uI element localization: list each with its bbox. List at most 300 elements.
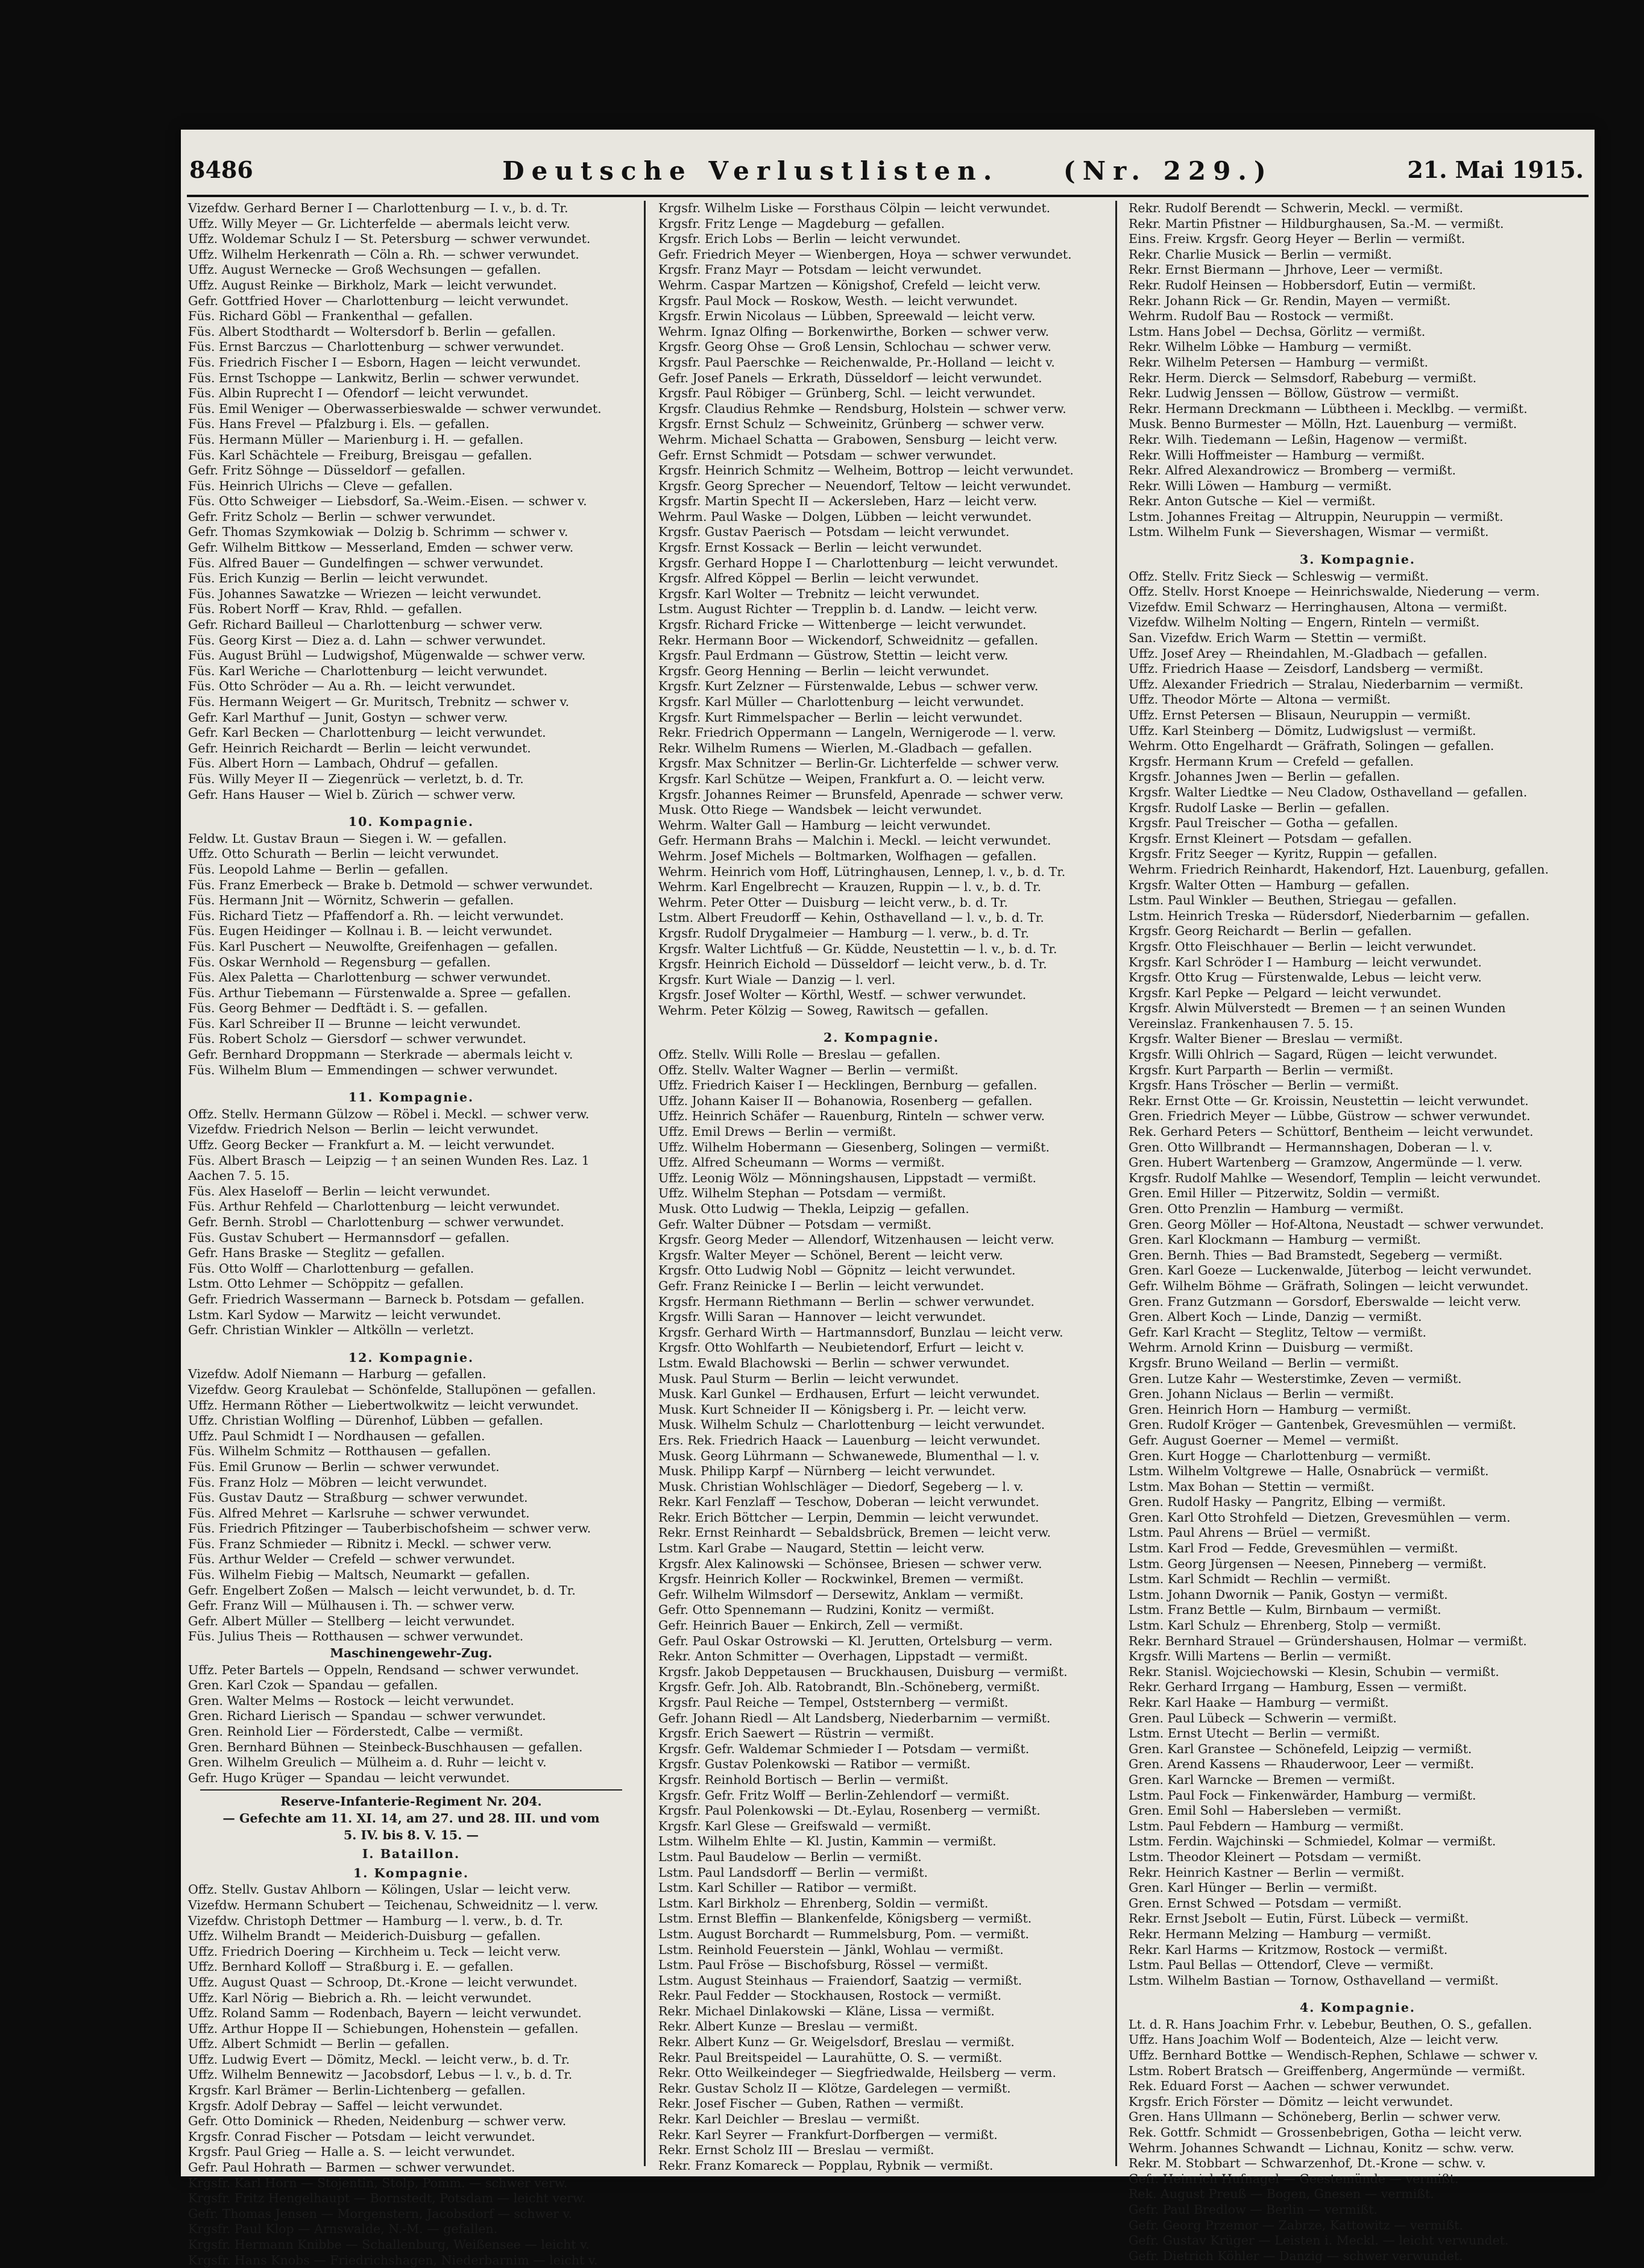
casualty-entry: Rekr. Bernhard Strauel — Gründershausen, Holmar — vermißt. bbox=[1129, 1633, 1527, 1648]
casualty-entry: Füs. Friedrich Fischer I — Esborn, Hagen — leicht verwundet. bbox=[188, 354, 581, 370]
casualty-entry: Krgsfr. Richard Fricke — Wittenberge — leicht verwundet. bbox=[658, 617, 1027, 632]
casualty-entry: Krgsfr. Karl Müller — Charlottenburg — leicht verwundet. bbox=[658, 695, 1024, 709]
casualty-entry: Rekr. Alfred Alexandrowicz — Bromberg — vermißt. bbox=[1129, 463, 1457, 478]
casualty-entry: Lstm. Paul Ahrens — Brüel — vermißt. bbox=[1129, 1525, 1371, 1540]
issue-date: 21. Mai 1915. bbox=[1407, 156, 1584, 183]
casualty-entry: Gren. Otto Prenzlin — Hamburg — vermißt. bbox=[1129, 1202, 1404, 1216]
casualty-entry: Lstm. Paul Baudelow — Berlin — vermißt. bbox=[658, 1849, 922, 1864]
casualty-entry: Krgsfr. Josef Wolter — Körthl, Westf. — schwer verwundet. bbox=[658, 988, 1027, 1003]
casualty-entry: Lstm. Karl Schiller — Ratibor — vermißt. bbox=[658, 1880, 917, 1895]
casualty-entry: Wehrm. Otto Engelhardt — Gräfrath, Solingen — gefallen. bbox=[1129, 739, 1494, 754]
casualty-entry: Füs. Gustav Schubert — Hermannsdorf — gefallen. bbox=[188, 1230, 510, 1245]
spacer bbox=[1129, 1988, 1587, 1997]
casualty-entry: Vizefdw. Wilhelm Nolting — Engern, Rinteln — vermißt. bbox=[1129, 615, 1480, 630]
casualty-entry: Rekr. Franz Komareck — Popplau, Rybnik — vermißt. bbox=[658, 2158, 994, 2173]
casualty-entry: Uffz. Hans Joachim Wolf — Bodenteich, Alze — leicht verw. bbox=[1129, 2032, 1499, 2047]
casualty-entry: Uffz. Wilhelm Hobermann — Giesenberg, Solingen — vermißt. bbox=[658, 1139, 1050, 1154]
casualty-entry: Füs. Karl Puschert — Neuwolfte, Greifenhagen — gefallen. bbox=[188, 939, 558, 954]
casualty-entry: Rekr. Hermann Dreckmann — Lübtheen i. Mecklbg. — vermißt. bbox=[1129, 401, 1528, 416]
casualty-entry: Rekr. Josef Fischer — Guben, Rathen — vermißt. bbox=[658, 2096, 964, 2111]
casualty-entry: Gefr. Walter Dübner — Potsdam — vermißt. bbox=[658, 1217, 932, 1232]
casualty-entry: Uffz. August Quast — Schroop, Dt.-Krone — leicht verwundet. bbox=[188, 1974, 578, 1989]
casualty-entry: Rekr. Ernst Otte — Gr. Kroissin, Neustettin — leicht verwundet. bbox=[1129, 1093, 1529, 1108]
casualty-entry: Rekr. Karl Seyrer — Frankfurt-Dorfbergen — vermißt. bbox=[658, 2127, 998, 2142]
casualty-entry: Krgsfr. Karl Schröder I — Hamburg — leicht verwundet. bbox=[1129, 954, 1482, 969]
casualty-entry: Lstm. Paul Landsdorff — Berlin — vermißt. bbox=[658, 1865, 928, 1880]
casualty-entry: Gefr. Paul Oskar Ostrowski — Kl. Jerutten, Ortelsburg — verm. bbox=[658, 1633, 1053, 1648]
casualty-entry: Krgsfr. Erich Saewert — Rüstrin — vermißt. bbox=[658, 1726, 934, 1741]
spacer bbox=[1129, 540, 1587, 549]
casualty-entry: Krgsfr. Georg Reichardt — Berlin — gefallen. bbox=[1129, 924, 1412, 939]
casualty-entry: Krgsfr. Rudolf Mahlke — Wesendorf, Templin — leicht verwundet. bbox=[1129, 1170, 1542, 1185]
casualty-entry: Rekr. Anton Schmitter — Overhagen, Lippstadt — vermißt. bbox=[658, 1649, 1028, 1664]
casualty-entry: Krgsfr. Gustav Paerisch — Potsdam — leicht verwundet. bbox=[658, 524, 1010, 540]
casualty-entry: Füs. Oskar Wernhold — Regensburg — gefallen. bbox=[188, 954, 491, 969]
casualty-entry: Vizefdw. Christoph Dettmer — Hamburg — l. verw., b. d. Tr. bbox=[188, 1913, 564, 1928]
casualty-entry: Lstm. Paul Fock — Finkenwärder, Hamburg — vermißt. bbox=[1129, 1788, 1476, 1803]
casualty-entry: Rekr. M. Stobbart — Schwarzenhof, Dt.-Krone — schw. v. bbox=[1129, 2156, 1486, 2171]
casualty-entry: Füs. Emil Weniger — Oberwasserbieswalde — schwer verwundet. bbox=[188, 401, 602, 416]
casualty-entry: Offz. Stellv. Hermann Gülzow — Röbel i. Meckl. — schwer verw. bbox=[188, 1106, 590, 1121]
casualty-entry: Gefr. Karl Marthuf — Junit, Gostyn — schwer verw. bbox=[188, 710, 508, 725]
spacer bbox=[188, 1078, 634, 1086]
casualty-entry: Gefr. Hugo Krüger — Spandau — leicht verwundet. bbox=[188, 1770, 510, 1785]
casualty-entry: Lstm. Paul Fröse — Bischofsburg, Rössel — vermißt. bbox=[658, 1958, 989, 1973]
casualty-entry: Gren. Arend Kassens — Rhauderwoor, Leer — vermißt. bbox=[1129, 1757, 1475, 1772]
casualty-entry: Rek. Gerhard Peters — Schüttorf, Bentheim — leicht verwundet. bbox=[1129, 1124, 1534, 1139]
casualty-entry: Krgsfr. Walter Lichtfuß — Gr. Küdde, Neustettin — l. v., b. d. Tr. bbox=[658, 941, 1057, 956]
casualty-entry: Krgsfr. Gefr. Joh. Alb. Ratobrandt, Bln.-Schöneberg, vermißt. bbox=[658, 1680, 1041, 1695]
casualty-entry: Rekr. Martin Pfistner — Hildburghausen, Sa.-M. — vermißt. bbox=[1129, 216, 1504, 231]
sub-heading: 5. IV. bis 8. V. 15. — bbox=[344, 1827, 479, 1842]
casualty-entry: Rekr. Rudolf Berendt — Schwerin, Meckl. — vermißt. bbox=[1129, 201, 1464, 215]
casualty-entry: Gren. Reinhold Lier — Förderstedt, Calbe — vermißt. bbox=[188, 1724, 524, 1739]
column-divider bbox=[1115, 201, 1117, 2166]
casualty-entry: Füs. Franz Schmieder — Ribnitz i. Meckl. — schwer verw. bbox=[188, 1536, 552, 1551]
casualty-entry: Füs. Arthur Welder — Crefeld — schwer verwundet. bbox=[188, 1552, 515, 1567]
casualty-entry: Uffz. Alexander Friedrich — Stralau, Niederbarnim — vermißt. bbox=[1129, 676, 1523, 691]
casualty-entry: Füs. August Brühl — Ludwigshof, Mügenwalde — schwer verw. bbox=[188, 648, 586, 663]
casualty-entry: Gefr. Georg Przemor — Zabrze, Kattowitz — vermißt. bbox=[1129, 2217, 1463, 2232]
casualty-entry: Uffz. Theodor Mörte — Altona — vermißt. bbox=[1129, 692, 1391, 707]
casualty-entry: Füs. Albin Ruprecht I — Ofendorf — leicht verwundet. bbox=[188, 386, 529, 401]
casualty-entry: Lstm. Theodor Kleinert — Potsdam — vermißt. bbox=[1129, 1849, 1422, 1864]
casualty-entry: Krgsfr. Paul Reiche — Tempel, Oststernberg — vermißt. bbox=[658, 1695, 1009, 1710]
casualty-entry: Gren. Richard Lierisch — Spandau — schwer verwundet. bbox=[188, 1709, 546, 1724]
casualty-entry: Füs. Alex Paletta — Charlottenburg — schwer verwundet. bbox=[188, 970, 551, 985]
casualty-entry: Rekr. Karl Deichler — Breslau — vermißt. bbox=[658, 2112, 920, 2127]
casualty-entry: Rekr. Ernst Reinhardt — Sebaldsbrück, Bremen — leicht verw. bbox=[658, 1525, 1051, 1540]
casualty-entry: Füs. Heinrich Ulrichs — Cleve — gefallen. bbox=[188, 478, 453, 493]
casualty-entry: Lstm. Karl Schulz — Ehrenberg, Stolp — vermißt. bbox=[1129, 1618, 1441, 1633]
casualty-entry: Krgsfr. Fritz Lenge — Magdeburg — gefallen. bbox=[658, 216, 945, 231]
casualty-entry: Füs. Georg Kirst — Diez a. d. Lahn — schwer verwundet. bbox=[188, 632, 546, 647]
casualty-entry: Krgsfr. Heinrich Koller — Rockwinkel, Bremen — vermißt. bbox=[658, 1572, 1024, 1587]
casualty-entry: Uffz. Karl Nörig — Biebrich a. Rh. — leicht verwundet. bbox=[188, 1990, 532, 2005]
casualty-entry: Lstm. Ferdin. Wajchinski — Schmiedel, Kolmar — vermißt. bbox=[1129, 1834, 1496, 1849]
casualty-entry: Wehrm. Paul Waske — Dolgen, Lübben — leicht verwundet. bbox=[658, 509, 1032, 524]
casualty-entry: Füs. Karl Schreiber II — Brunne — leicht verwundet. bbox=[188, 1016, 521, 1031]
casualty-entry: Gren. Karl Warncke — Bremen — vermißt. bbox=[1129, 1772, 1396, 1787]
casualty-entry: Füs. Willy Meyer II — Ziegenrück — verletzt, b. d. Tr. bbox=[188, 771, 524, 786]
casualty-entry: Krgsfr. Hermann Krum — Crefeld — gefallen. bbox=[1129, 754, 1414, 769]
casualty-entry: Offz. Stellv. Willi Rolle — Breslau — gefallen. bbox=[658, 1047, 940, 1062]
casualty-entry: Krgsfr. Kurt Rimmelspacher — Berlin — leicht verwundet. bbox=[658, 710, 1023, 725]
casualty-entry: Füs. Hermann Müller — Marienburg i. H. — gefallen. bbox=[188, 432, 524, 447]
casualty-entry: Krgsfr. Rudolf Laske — Berlin — gefallen. bbox=[1129, 800, 1390, 815]
casualty-entry: Rekr. Albert Kunz — Gr. Weigelsdorf, Breslau — vermißt. bbox=[658, 2035, 1015, 2050]
casualty-entry: Vizefdw. Emil Schwarz — Herringhausen, Altona — vermißt. bbox=[1129, 599, 1508, 614]
title-text: Deutsche Verlustlisten. bbox=[502, 156, 1000, 186]
casualty-entry: Musk. Wilhelm Schulz — Charlottenburg — leicht verwundet. bbox=[658, 1417, 1045, 1432]
casualty-entry: Lstm. Karl Grabe — Naugard, Stettin — leicht verw. bbox=[658, 1541, 985, 1556]
casualty-entry: Uffz. Josef Arey — Rheindahlen, M.-Gladbach — gefallen. bbox=[1129, 646, 1488, 661]
casualty-entry: Gefr. Richard Bailleul — Charlottenburg — schwer verw. bbox=[188, 617, 543, 632]
casualty-entry: Vizefdw. Gerhard Berner I — Charlottenburg — I. v., b. d. Tr. bbox=[188, 201, 568, 215]
casualty-entry: Gefr. Hermann Brahs — Malchin i. Meckl. — leicht verwundet. bbox=[658, 833, 1051, 848]
casualty-entry: Lstm. Karl Birkholz — Ehrenberg, Soldin — vermißt. bbox=[658, 1895, 989, 1910]
casualty-entry: Uffz. Georg Becker — Frankfurt a. M. — leicht verwundet. bbox=[188, 1138, 555, 1153]
header-rule bbox=[187, 195, 1589, 197]
casualty-entry: Füs. Otto Schröder — Au a. Rh. — leicht verwundet. bbox=[188, 679, 516, 694]
casualty-entry: Gren. Walter Melms — Rostock — leicht verwundet. bbox=[188, 1693, 514, 1708]
casualty-entry: Rek. Eduard Forst — Aachen — schwer verwundet. bbox=[1129, 2079, 1450, 2094]
casualty-entry: Uffz. Friedrich Kaiser I — Hecklingen, Bernburg — gefallen. bbox=[658, 1078, 1038, 1093]
casualty-entry: Gefr. Otto Spennemann — Rudzini, Konitz — vermißt. bbox=[658, 1602, 995, 1618]
casualty-entry: Rekr. Karl Harms — Kritzmow, Rostock — vermißt. bbox=[1129, 1942, 1448, 1957]
casualty-entry: Uffz. Heinrich Schäfer — Rauenburg, Rinteln — schwer verw. bbox=[658, 1109, 1045, 1124]
casualty-entry: Feldw. Lt. Gustav Braun — Siegen i. W. — gefallen. bbox=[188, 831, 507, 846]
casualty-entry: Krgsfr. Fritz Seeger — Kyritz, Ruppin — gefallen. bbox=[1129, 846, 1438, 862]
casualty-entry: Uffz. Bernhard Kolloff — Straßburg i. E. — gefallen. bbox=[188, 1959, 514, 1974]
casualty-entry: Krgsfr. Erich Lobs — Berlin — leicht verwundet. bbox=[658, 232, 961, 247]
casualty-entry: Lstm. Wilhelm Voltgrewe — Halle, Osnabrück — vermißt. bbox=[1129, 1464, 1489, 1479]
casualty-entry: Krgsfr. Ernst Kleinert — Potsdam — gefallen. bbox=[1129, 831, 1413, 846]
casualty-entry: Musk. Kurt Schneider II — Königsberg i. Pr. — leicht verw. bbox=[658, 1402, 1027, 1417]
casualty-entry: Gefr. Ernst Schmidt — Potsdam — schwer verwundet. bbox=[658, 447, 997, 462]
casualty-entry: Ers. Rek. Friedrich Haack — Lauenburg — leicht verwundet. bbox=[658, 1432, 1041, 1447]
casualty-entry: Füs. Hans Frevel — Pfalzburg i. Els. — gefallen. bbox=[188, 417, 490, 432]
casualty-entry: Krgsfr. Kurt Parparth — Berlin — vermißt. bbox=[1129, 1062, 1394, 1077]
casualty-entry: Gefr. Paul Hohrath — Barmen — schwer verwundet. bbox=[188, 2160, 515, 2175]
casualty-entry: Rekr. Johann Rick — Gr. Rendin, Mayen — vermißt. bbox=[1129, 293, 1451, 308]
casualty-entry: Rekr. Karl Fenzlaff — Teschow, Doberan — leicht verwundet. bbox=[658, 1495, 1039, 1510]
casualty-entry: Rekr. Albert Kunze — Breslau — vermißt. bbox=[658, 2019, 918, 2034]
casualty-entry: Krgsfr. Karl Horn — Stojentin, Stolp, Pomm. — schwer verw. bbox=[188, 2175, 568, 2190]
casualty-entry: Gefr. Fritz Söhnge — Düsseldorf — gefallen. bbox=[188, 463, 466, 478]
casualty-entry: Krgsfr. Walter Otten — Hamburg — gefallen. bbox=[1129, 877, 1410, 892]
casualty-entry: Lstm. Ewald Blachowski — Berlin — schwer verwundet. bbox=[658, 1355, 1010, 1370]
casualty-entry: Lstm. August Steinhaus — Fraiendorf, Saatzig — vermißt. bbox=[658, 1973, 1022, 1988]
casualty-entry: Rekr. Wilhelm Löbke — Hamburg — vermißt. bbox=[1129, 339, 1412, 354]
casualty-entry: Offz. Stellv. Walter Wagner — Berlin — vermißt. bbox=[658, 1062, 959, 1077]
casualty-entry: Krgsfr. Conrad Fischer — Potsdam — leicht verwundet. bbox=[188, 2129, 535, 2144]
spacer bbox=[188, 802, 634, 811]
casualty-entry: Lstm. Georg Jürgensen — Neesen, Pinneberg — vermißt. bbox=[1129, 1556, 1487, 1571]
casualty-entry: Lstm. August Richter — Trepplin b. d. Landw. — leicht verw. bbox=[658, 602, 1038, 617]
casualty-entry: Rekr. Rudolf Heinsen — Hobbersdorf, Eutin — vermißt. bbox=[1129, 277, 1476, 292]
casualty-entry: Rekr. Wilhelm Petersen — Hamburg — vermißt. bbox=[1129, 354, 1429, 370]
casualty-entry: Uffz. Peter Bartels — Oppeln, Rendsand — schwer verwundet. bbox=[188, 1662, 579, 1677]
casualty-entry: Uffz. Woldemar Schulz I — St. Petersburg — schwer verwundet. bbox=[188, 232, 591, 247]
section-heading: 2. Kompagnie. bbox=[823, 1030, 940, 1045]
casualty-entry: Rekr. Erich Böttcher — Lerpin, Demmin — leicht verwundet. bbox=[658, 1510, 1039, 1525]
casualty-entry: Uffz. Friedrich Doering — Kirchheim u. Teck — leicht verw. bbox=[188, 1944, 561, 1959]
casualty-entry: Krgsfr. Rudolf Drygalmeier — Hamburg — l. verw., b. d. Tr. bbox=[658, 925, 1030, 940]
casualty-entry: Krgsfr. Otto Wohlfarth — Neubietendorf, Erfurt — leicht v. bbox=[658, 1340, 1024, 1355]
casualty-entry: Gefr. Dietrich Köhler — Danzig — schwer verwundet. bbox=[1129, 2248, 1463, 2263]
spacer bbox=[658, 1018, 1104, 1027]
casualty-entry: Uffz. Alfred Scheumann — Worms — vermißt. bbox=[658, 1155, 945, 1170]
casualty-entry: Gefr. Josef Panels — Erkrath, Düsseldorf — leicht verwundet. bbox=[658, 370, 1042, 385]
casualty-entry: Füs. Ernst Tschoppe — Lankwitz, Berlin — schwer verwundet. bbox=[188, 370, 580, 385]
casualty-entry: Gefr. Karl Kracht — Steglitz, Teltow — vermißt. bbox=[1129, 1325, 1426, 1340]
casualty-entry: Gefr. Otto Dominick — Rheden, Neidenburg — schwer verw. bbox=[188, 2114, 567, 2129]
casualty-entry: Füs. Wilhelm Schmitz — Rotthausen — gefallen. bbox=[188, 1444, 491, 1459]
casualty-entry: Krgsfr. Erich Förster — Dömitz — leicht verwundet. bbox=[1129, 2094, 1453, 2109]
casualty-entry: Gefr. Hans Hauser — Wiel b. Zürich — schwer verw. bbox=[188, 787, 516, 802]
casualty-entry: Gren. Karl Otto Strohfeld — Dietzen, Grevesmühlen — verm. bbox=[1129, 1510, 1511, 1525]
casualty-entry: Gefr. Friedrich Wassermann — Barneck b. Potsdam — gefallen. bbox=[188, 1291, 585, 1306]
casualty-entry: Gefr. Engelbert Zoßen — Malsch — leicht verwundet, b. d. Tr. bbox=[188, 1583, 576, 1598]
casualty-entry: Rekr. Anton Gutsche — Kiel — vermißt. bbox=[1129, 494, 1376, 509]
casualty-entry: Lstm. Wilhelm Ehlte — Kl. Justin, Kammin — vermißt. bbox=[658, 1834, 997, 1849]
casualty-entry: Rekr. Hermann Boor — Wickendorf, Schweidnitz — gefallen. bbox=[658, 632, 1039, 647]
casualty-entry: Krgsfr. Willi Ohlrich — Sagard, Rügen — leicht verwundet. bbox=[1129, 1047, 1498, 1062]
section-heading: I. Bataillon. bbox=[362, 1847, 461, 1862]
casualty-entry: Rekr. Wilhelm Rumens — Wierlen, M.-Gladbach — gefallen. bbox=[658, 740, 1033, 755]
sub-heading: — Gefechte am 11. XI. 14, am 27. und 28. III. und vom bbox=[222, 1810, 600, 1825]
casualty-entry: Krgsfr. Heinrich Schmitz — Welheim, Bottrop — leicht verwundet. bbox=[658, 463, 1074, 478]
casualty-entry: Krgsfr. Georg Sprecher — Neuendorf, Teltow — leicht verwundet. bbox=[658, 478, 1071, 493]
casualty-entry: Krgsfr. Willi Saran — Hannover — leicht verwundet. bbox=[658, 1309, 986, 1325]
casualty-entry: Gefr. Johann Riedl — Alt Landsberg, Niederbarnim — vermißt. bbox=[658, 1710, 1051, 1725]
casualty-entry: Uffz. Karl Steinberg — Dömitz, Ludwigslust — vermißt. bbox=[1129, 723, 1476, 738]
casualty-entry: Gren. Karl Czok — Spandau — gefallen. bbox=[188, 1678, 438, 1693]
casualty-entry: Füs. Alfred Bauer — Gundelfingen — schwer verwundet. bbox=[188, 555, 544, 570]
casualty-entry: Lstm. Ernst Bleffin — Blankenfelde, Königsberg — vermißt. bbox=[658, 1911, 1032, 1926]
casualty-entry: Krgsfr. Wilhelm Liske — Forsthaus Cölpin — leicht verwundet. bbox=[658, 201, 1051, 215]
section-rule bbox=[200, 1789, 622, 1791]
casualty-entry: Gefr. Heinrich Bauer — Enkirch, Zell — vermißt. bbox=[658, 1618, 963, 1633]
casualty-entry: Füs. Hermann Jnit — Wörnitz, Schwerin — gefallen. bbox=[188, 893, 514, 908]
newspaper-page bbox=[181, 130, 1595, 2267]
casualty-entry: Gren. Hubert Wartenberg — Gramzow, Angermünde — l. verw. bbox=[1129, 1155, 1523, 1170]
section-heading: 4. Kompagnie. bbox=[1299, 2000, 1416, 2015]
casualty-entry: Vizefdw. Georg Kraulebat — Schönfelde, Stallupönen — gefallen. bbox=[188, 1382, 596, 1397]
casualty-entry: Musk. Christian Wohlschläger — Diedorf, Segeberg — l. v. bbox=[658, 1479, 1024, 1494]
casualty-entry: Krgsfr. Bruno Weiland — Berlin — vermißt. bbox=[1129, 1355, 1399, 1370]
casualty-entry: Krgsfr. Paul Mock — Roskow, Westh. — leicht verwundet. bbox=[658, 293, 1018, 308]
casualty-entry: Gren. Otto Willbrandt — Hermannshagen, Doberan — l. v. bbox=[1129, 1139, 1493, 1154]
casualty-entry: Krgsfr. Paul Treischer — Gotha — gefallen. bbox=[1129, 816, 1399, 831]
casualty-entry: Uffz. Wilhelm Herkenrath — Cöln a. Rh. — schwer verwundet. bbox=[188, 247, 579, 262]
casualty-entry: Uffz. Ludwig Evert — Dömitz, Meckl. — leicht verw., b. d. Tr. bbox=[188, 2052, 570, 2067]
casualty-entry: Krgsfr. Willi Martens — Berlin — vermißt. bbox=[1129, 1649, 1391, 1664]
issue-number: (Nr. 229.) bbox=[1063, 156, 1273, 186]
sub-heading: Maschinengewehr-Zug. bbox=[330, 1646, 493, 1661]
casualty-entry: Füs. Wilhelm Fiebig — Maltsch, Neumarkt — gefallen. bbox=[188, 1567, 531, 1583]
casualty-entry: Gren. Emil Sohl — Habersleben — vermißt. bbox=[1129, 1803, 1402, 1818]
casualty-entry: Lstm. Paul Winkler — Beuthen, Striegau — gefallen. bbox=[1129, 893, 1457, 908]
casualty-entry: Rek. August Preuß — Bogen, Gnesen — vermißt. bbox=[1129, 2187, 1434, 2202]
casualty-entry: Rekr. Stanisl. Wojciechowski — Klesin, Schubin — vermißt. bbox=[1129, 1664, 1499, 1679]
casualty-entry: Wehrm. Johannes Schwandt — Lichnau, Konitz — schw. verw. bbox=[1129, 2140, 1514, 2155]
casualty-entry: Offz. Stellv. Fritz Sieck — Schleswig — vermißt. bbox=[1129, 569, 1429, 584]
casualty-entry: Gren. Bernh. Thies — Bad Bramstedt, Segeberg — vermißt. bbox=[1129, 1247, 1503, 1262]
casualty-entry: Rekr. Otto Weilkeindeger — Siegfriedwalde, Heilsberg — verm. bbox=[658, 2065, 1056, 2081]
casualty-entry: Rekr. Ernst Scholz III — Breslau — vermißt. bbox=[658, 2143, 934, 2158]
casualty-entry: Uffz. Wilhelm Brandt — Meiderich-Duisburg — gefallen. bbox=[188, 1929, 541, 1944]
casualty-entry: Füs. Richard Göbl — Frankenthal — gefallen. bbox=[188, 309, 473, 324]
casualty-entry: Musk. Georg Lührmann — Schwanewede, Blumenthal — l. v. bbox=[658, 1448, 1040, 1463]
casualty-entry: Gren. Kurt Hogge — Charlottenburg — vermißt. bbox=[1129, 1448, 1431, 1463]
casualty-entry: Rekr. Ernst Biermann — Jhrhove, Leer — vermißt. bbox=[1129, 262, 1443, 277]
casualty-entry: Füs. Richard Tietz — Pfaffendorf a. Rh. — leicht verwundet. bbox=[188, 908, 564, 923]
casualty-entry: Rekr. Gerhard Irrgang — Hamburg, Essen — vermißt. bbox=[1129, 1680, 1467, 1695]
casualty-entry: Krgsfr. Franz Mayr — Potsdam — leicht verwundet. bbox=[658, 262, 982, 277]
casualty-entry: Gren. Franz Gutzmann — Gorsdorf, Eberswalde — leicht verw. bbox=[1129, 1294, 1522, 1309]
casualty-entry: Uffz. Johann Kaiser II — Bohanowia, Rosenberg — gefallen. bbox=[658, 1093, 1033, 1108]
casualty-entry: Füs. Albert Stodthardt — Woltersdorf b. Berlin — gefallen. bbox=[188, 324, 556, 339]
casualty-entry: Rekr. Paul Breitspeidel — Laurahütte, O. S. — vermißt. bbox=[658, 2050, 1003, 2065]
casualty-entry: Gren. Friedrich Meyer — Lübbe, Güstrow — schwer verwundet. bbox=[1129, 1109, 1531, 1124]
casualty-entry: Uffz. Ernst Petersen — Blisaun, Neuruppin — vermißt. bbox=[1129, 708, 1471, 722]
casualty-entry: Füs. Friedrich Pfitzinger — Tauberbischofsheim — schwer verw. bbox=[188, 1521, 591, 1536]
casualty-entry: Uffz. Arthur Hoppe II — Schiebungen, Hohenstein — gefallen. bbox=[188, 2021, 579, 2036]
casualty-entry: Gren. Lutze Kahr — Westerstimke, Zeven — vermißt. bbox=[1129, 1371, 1462, 1386]
casualty-entry: Rekr. Gustav Scholz II — Klötze, Gardelegen — vermißt. bbox=[658, 2081, 1011, 2096]
casualty-entry: Musk. Paul Sturm — Berlin — leicht verwundet. bbox=[658, 1371, 959, 1386]
casualty-entry: Lstm. Karl Sydow — Marwitz — leicht verwundet. bbox=[188, 1307, 502, 1322]
casualty-entry: Vereinslaz. Frankenhausen 7. 5. 15. bbox=[1129, 1016, 1353, 1031]
casualty-entry: Rekr. Heinrich Kastner — Berlin — vermißt. bbox=[1129, 1865, 1405, 1880]
casualty-entry: Gefr. Gustav Krüger — Leisten i. Meckl. — leicht verwundet. bbox=[1129, 2233, 1509, 2248]
casualty-entry: Wehrm. Ignaz Olfing — Borkenwirthe, Borken — schwer verw. bbox=[658, 324, 1050, 339]
casualty-entry: Gren. Emil Hiller — Pitzerwitz, Soldin — vermißt. bbox=[1129, 1186, 1440, 1201]
casualty-entry: Krgsfr. Georg Ohse — Groß Lensin, Schlochau — schwer verw. bbox=[658, 339, 1052, 354]
casualty-entry: Krgsfr. Kurt Zelzner — Fürstenwalde, Lebus — schwer verw. bbox=[658, 679, 1039, 694]
casualty-entry: Krgsfr. Gefr. Waldemar Schmieder I — Potsdam — vermißt. bbox=[658, 1741, 1030, 1756]
casualty-entry: Krgsfr. Ernst Schulz — Schweinitz, Grünberg — schwer verw. bbox=[658, 417, 1045, 432]
column-middle bbox=[658, 201, 1104, 2173]
section-heading: 10. Kompagnie. bbox=[348, 814, 474, 830]
casualty-entry: Krgsfr. Hermann Riethmann — Berlin — schwer verwundet. bbox=[658, 1294, 1035, 1309]
casualty-entry: Lstm. August Borchardt — Rummelsburg, Pom. — vermißt. bbox=[658, 1926, 1030, 1941]
casualty-entry: Lstm. Johannes Freitag — Altruppin, Neuruppin — vermißt. bbox=[1129, 509, 1504, 524]
casualty-entry: Krgsfr. Paul Erdmann — Güstrow, Stettin — leicht verw. bbox=[658, 648, 1009, 663]
casualty-entry: Füs. Georg Behmer — Dedftädt i. S. — gefallen. bbox=[188, 1001, 488, 1016]
casualty-entry: Wehrm. Caspar Martzen — Königshof, Crefeld — leicht verw. bbox=[658, 277, 1041, 292]
column-right bbox=[1129, 201, 1587, 2263]
casualty-entry: Wehrm. Peter Kölzig — Soweg, Rawitsch — gefallen. bbox=[658, 1003, 989, 1018]
casualty-entry: Uffz. Roland Samm — Rodenbach, Bayern — leicht verwundet. bbox=[188, 2006, 582, 2021]
casualty-entry: Gren. Rudolf Kröger — Gantenbek, Grevesmühlen — vermißt. bbox=[1129, 1417, 1517, 1432]
casualty-entry: Lstm. Karl Schmidt — Rechlin — vermißt. bbox=[1129, 1572, 1391, 1587]
casualty-entry: Uffz. Christian Wolfling — Dürenhof, Lübben — gefallen. bbox=[188, 1413, 544, 1428]
casualty-entry: Krgsfr. Karl Pepke — Pelgard — leicht verwundet. bbox=[1129, 985, 1442, 1000]
casualty-entry: Lstm. Reinhold Feuerstein — Jänkl, Wohlau — vermißt. bbox=[658, 1942, 1004, 1957]
casualty-entry: Lstm. Max Bohan — Stettin — vermißt. bbox=[1129, 1479, 1375, 1494]
casualty-entry: Wehrm. Peter Otter — Duisburg — leicht verw., b. d. Tr. bbox=[658, 895, 1008, 910]
section-heading: 3. Kompagnie. bbox=[1299, 552, 1416, 567]
casualty-entry: Füs. Erich Kunzig — Berlin — leicht verwundet. bbox=[188, 571, 488, 586]
casualty-entry: Gefr. Albert Müller — Stellberg — leicht verwundet. bbox=[188, 1613, 515, 1628]
casualty-entry: Gren. Rudolf Hasky — Pangritz, Elbing — vermißt. bbox=[1129, 1495, 1446, 1510]
casualty-entry: Lt. d. R. Hans Joachim Frhr. v. Lebebur, Beuthen, O. S., gefallen. bbox=[1129, 2017, 1532, 2032]
casualty-entry: Rekr. Hermann Melzing — Hamburg — vermißt. bbox=[1129, 1926, 1432, 1941]
casualty-entry: Rekr. Charlie Musick — Berlin — vermißt. bbox=[1129, 247, 1392, 262]
casualty-entry: Gren. Hans Ullmann — Schöneberg, Berlin — schwer verw. bbox=[1129, 2109, 1501, 2125]
casualty-entry: Krgsfr. Karl Brämer — Berlin-Lichtenberg — gefallen. bbox=[188, 2083, 526, 2098]
casualty-entry: Wehrm. Friedrich Reinhardt, Hakendorf, Hzt. Lauenburg, gefallen. bbox=[1129, 862, 1549, 877]
casualty-entry: Füs. Leopold Lahme — Berlin — gefallen. bbox=[188, 862, 449, 877]
casualty-entry: Krgsfr. Karl Glese — Greifswald — vermißt. bbox=[658, 1818, 931, 1833]
casualty-entry: Gren. Johann Niclaus — Berlin — vermißt. bbox=[1129, 1387, 1394, 1402]
casualty-entry: Füs. Alfred Mehret — Karlsruhe — schwer verwundet. bbox=[188, 1505, 530, 1520]
casualty-entry: Wehrm. Walter Gall — Hamburg — leicht verwundet. bbox=[658, 817, 991, 833]
casualty-entry: Gefr. Heinrich Hufnagel — Geestemünde — vermißt. bbox=[1129, 2171, 1459, 2186]
casualty-entry: Gefr. Gottfried Hover — Charlottenburg — leicht verwundet. bbox=[188, 293, 569, 308]
casualty-entry: Füs. Franz Holz — Möbren — leicht verwundet. bbox=[188, 1475, 488, 1490]
casualty-entry: Vizefdw. Hermann Schubert — Teichenau, Schweidnitz — l. verw. bbox=[188, 1897, 599, 1912]
casualty-entry: Krgsfr. Otto Ludwig Nobl — Göpnitz — leicht verwundet. bbox=[658, 1263, 1016, 1278]
casualty-entry: Krgsfr. Gustav Polenkowski — Ratibor — vermißt. bbox=[658, 1757, 971, 1772]
casualty-entry: Lstm. Hans Jobel — Dechsa, Görlitz — vermißt. bbox=[1129, 324, 1426, 339]
casualty-entry: Rekr. Willi Hoffmeister — Hamburg — vermißt. bbox=[1129, 447, 1425, 462]
casualty-entry: Lstm. Robert Bratsch — Greiffenberg, Angermünde — vermißt. bbox=[1129, 2063, 1526, 2078]
casualty-entry: Uffz. Wilhelm Bennewitz — Jacobsdorf, Lebus — l. v., b. d. Tr. bbox=[188, 2067, 573, 2082]
casualty-entry: Krgsfr. Hans Tröscher — Berlin — vermißt. bbox=[1129, 1078, 1399, 1093]
casualty-entry: Füs. Johannes Sawatzke — Wriezen — leicht verwundet. bbox=[188, 586, 542, 601]
casualty-entry: Uffz. Friedrich Haase — Zeisdorf, Landsberg — vermißt. bbox=[1129, 661, 1484, 676]
casualty-entry: Krgsfr. Jakob Deppetausen — Bruckhausen, Duisburg — vermißt. bbox=[658, 1664, 1068, 1679]
casualty-entry: Krgsfr. Walter Meyer — Schönel, Berent — leicht verw. bbox=[658, 1247, 1003, 1262]
casualty-entry: Gren. Heinrich Horn — Hamburg — vermißt. bbox=[1129, 1402, 1411, 1417]
casualty-entry: Gefr. Fritz Scholz — Berlin — schwer verwundet. bbox=[188, 509, 496, 524]
section-heading: 1. Kompagnie. bbox=[353, 1865, 470, 1880]
casualty-entry: Lstm. Karl Frod — Fedde, Grevesmühlen — vermißt. bbox=[1129, 1541, 1458, 1556]
casualty-entry: Füs. Gustav Dautz — Straßburg — schwer verwundet. bbox=[188, 1490, 528, 1505]
casualty-entry: Uffz. August Reinke — Birkholz, Mark — leicht verwundet. bbox=[188, 277, 557, 292]
casualty-entry: Gefr. Heinrich Reichardt — Berlin — leicht verwundet. bbox=[188, 740, 531, 755]
casualty-entry: Rekr. Ernst Jsebolt — Eutin, Fürst. Lübeck — vermißt. bbox=[1129, 1911, 1469, 1926]
sub-heading: Reserve-Infanterie-Regiment Nr. 204. bbox=[280, 1794, 542, 1809]
column-left bbox=[188, 201, 634, 2267]
casualty-entry: Krgsfr. Georg Henning — Berlin — leicht verwundet. bbox=[658, 663, 990, 678]
casualty-entry: Gefr. Friedrich Meyer — Wienbergen, Hoya — schwer verwundet. bbox=[658, 247, 1072, 262]
casualty-entry: Aachen 7. 5. 15. bbox=[188, 1168, 290, 1183]
casualty-entry: Krgsfr. Max Schnitzer — Berlin-Gr. Lichterfelde — schwer verw. bbox=[658, 756, 1059, 771]
casualty-entry: Gefr. Bernh. Strobl — Charlottenburg — schwer verwundet. bbox=[188, 1215, 564, 1229]
casualty-entry: Füs. Emil Grunow — Berlin — schwer verwundet. bbox=[188, 1459, 500, 1474]
casualty-entry: Krgsfr. Paul Röbiger — Grünberg, Schl. — leicht verwundet. bbox=[658, 386, 1036, 401]
casualty-entry: Lstm. Heinrich Treska — Rüdersdorf, Niederbarnim — gefallen. bbox=[1129, 908, 1530, 923]
casualty-entry: Gren. Paul Lübeck — Schwerin — vermißt. bbox=[1129, 1710, 1397, 1725]
casualty-entry: Rekr. Wilh. Tiedemann — Leßin, Hagenow — vermißt. bbox=[1129, 432, 1468, 447]
casualty-entry: Füs. Otto Schweiger — Liebsdorf, Sa.-Weim.-Eisen. — schwer v. bbox=[188, 494, 587, 509]
casualty-entry: Rekr. Paul Fedder — Stockhausen, Rostock — vermißt. bbox=[658, 1988, 1002, 2003]
casualty-entry: Uffz. Wilhelm Stephan — Potsdam — vermißt. bbox=[658, 1186, 946, 1201]
casualty-entry: Krgsfr. Walter Biener — Breslau — vermißt. bbox=[1129, 1032, 1403, 1047]
section-heading: 11. Kompagnie. bbox=[348, 1090, 474, 1105]
casualty-entry: Gren. Karl Klockmann — Hamburg — vermißt. bbox=[1129, 1232, 1421, 1247]
casualty-entry: Krgsfr. Alex Kalinowski — Schönsee, Briesen — schwer verw. bbox=[658, 1556, 1042, 1571]
casualty-entry: Krgsfr. Erwin Nicolaus — Lübben, Spreewald — leicht verw. bbox=[658, 309, 1036, 324]
casualty-entry: Lstm. Paul Bellas — Ottendorf, Cleve — vermißt. bbox=[1129, 1958, 1434, 1973]
casualty-entry: Uffz. August Wernecke — Groß Wechsungen — gefallen. bbox=[188, 262, 541, 277]
casualty-entry: Gren. Karl Hünger — Berlin — vermißt. bbox=[1129, 1880, 1378, 1895]
